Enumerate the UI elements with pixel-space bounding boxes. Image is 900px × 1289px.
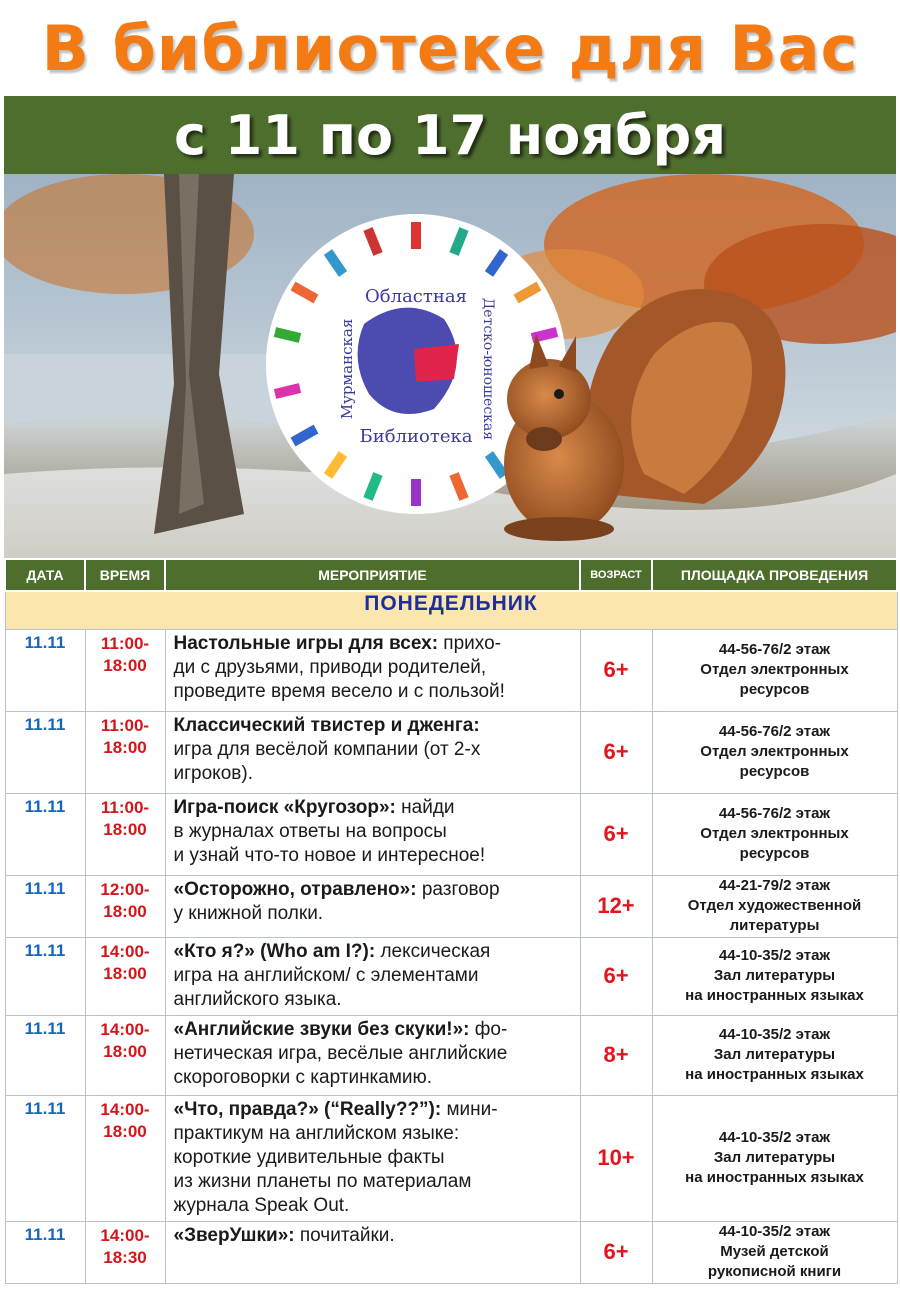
venue-line: Зал литературы bbox=[713, 967, 836, 984]
venue-line: 44-10-35/2 этаж bbox=[718, 1026, 831, 1043]
event-time-line: 18:00 bbox=[103, 655, 147, 675]
event-venue bbox=[652, 711, 897, 793]
age-rating: 6+ bbox=[580, 1221, 652, 1283]
event-description bbox=[165, 711, 580, 793]
venue-line: Отдел художественной bbox=[687, 897, 862, 914]
event-time-line: 18:00 bbox=[103, 1041, 147, 1061]
table-row bbox=[5, 1015, 897, 1095]
event-venue bbox=[652, 793, 897, 875]
event-venue bbox=[652, 1015, 897, 1095]
age-rating: 6+ bbox=[580, 711, 652, 793]
event-title: «ЗверУшки»: bbox=[173, 1224, 295, 1246]
event-date: 11.11 bbox=[5, 1015, 85, 1095]
event-text: практикум на английском языке: bbox=[173, 1122, 460, 1144]
age-rating: 6+ bbox=[580, 937, 652, 1015]
venue-line: на иностранных языках bbox=[685, 1169, 864, 1186]
table-row bbox=[5, 1221, 897, 1283]
event-text: фо- bbox=[469, 1018, 508, 1040]
event-time-line: 14:00- bbox=[100, 1225, 150, 1245]
event-text: английского языка. bbox=[173, 988, 342, 1010]
poster-title: В библиотеке для Вас bbox=[41, 11, 859, 85]
day-label: ПОНЕДЕЛЬНИК bbox=[5, 591, 897, 629]
event-venue bbox=[652, 875, 897, 937]
header-place: ПЛОЩАДКА ПРОВЕДЕНИЯ bbox=[652, 559, 897, 591]
event-description bbox=[165, 1015, 580, 1095]
table-row bbox=[5, 793, 897, 875]
event-time bbox=[85, 937, 165, 1015]
age-rating: 12+ bbox=[580, 875, 652, 937]
event-time-line: 18:00 bbox=[103, 901, 147, 921]
event-text: короткие удивительные факты bbox=[173, 1146, 445, 1168]
event-text: прихо- bbox=[438, 632, 501, 654]
venue-line: ресурсов bbox=[739, 763, 810, 780]
event-text: в журналах ответы на вопросы bbox=[173, 820, 447, 842]
event-text: игра для весёлой компании (от 2-х bbox=[173, 738, 481, 760]
event-time bbox=[85, 875, 165, 937]
event-title: Классический твистер и дженга: bbox=[173, 714, 480, 736]
age-rating: 6+ bbox=[580, 629, 652, 711]
venue-line: литературы bbox=[729, 917, 820, 934]
day-row bbox=[5, 591, 897, 629]
logo-right-text: Детско-юношеская bbox=[480, 297, 496, 441]
event-time-line: 11:00- bbox=[100, 797, 150, 817]
table-row bbox=[5, 629, 897, 711]
event-date: 11.11 bbox=[5, 1221, 85, 1283]
event-time-line: 18:30 bbox=[103, 1247, 147, 1267]
event-text: журнала Speak Out. bbox=[173, 1194, 350, 1216]
event-text: из жизни планеты по материалам bbox=[173, 1170, 472, 1192]
event-title: Игра-поиск «Кругозор»: bbox=[173, 796, 396, 818]
event-title: Настольные игры для всех: bbox=[173, 632, 439, 654]
venue-line: 44-56-76/2 этаж bbox=[718, 641, 831, 658]
event-description bbox=[165, 875, 580, 937]
venue-line: 44-56-76/2 этаж bbox=[718, 805, 831, 822]
dates-text: с 11 по 17 ноября bbox=[173, 103, 727, 167]
venue-line: 44-56-76/2 этаж bbox=[718, 723, 831, 740]
age-rating: 10+ bbox=[580, 1095, 652, 1221]
event-text: лексическая bbox=[375, 940, 491, 962]
event-description bbox=[165, 1221, 580, 1283]
event-text: почитайки. bbox=[294, 1224, 395, 1246]
event-venue bbox=[652, 1095, 897, 1221]
venue-line: Отдел электронных bbox=[700, 661, 849, 678]
event-time-line: 14:00- bbox=[100, 941, 150, 961]
header-age: ВОЗРАСТ bbox=[580, 559, 652, 591]
logo-top-text: Областная bbox=[365, 286, 467, 307]
header-date: ДАТА bbox=[5, 559, 85, 591]
event-date: 11.11 bbox=[5, 875, 85, 937]
event-time-line: 18:00 bbox=[103, 737, 147, 757]
venue-line: ресурсов bbox=[739, 845, 810, 862]
event-text: скороговорки с картинкамию. bbox=[173, 1066, 433, 1088]
logo-bottom-text: Библиотека bbox=[359, 426, 473, 447]
venue-line: Зал литературы bbox=[713, 1046, 836, 1063]
event-time-line: 14:00- bbox=[100, 1019, 150, 1039]
event-date: 11.11 bbox=[5, 711, 85, 793]
event-text: найди bbox=[395, 796, 455, 818]
event-venue bbox=[652, 1221, 897, 1283]
event-description bbox=[165, 629, 580, 711]
venue-line: 44-10-35/2 этаж bbox=[718, 947, 831, 964]
event-description bbox=[165, 1095, 580, 1221]
age-rating: 8+ bbox=[580, 1015, 652, 1095]
logo-left-text: Мурманская bbox=[338, 318, 356, 420]
event-time bbox=[85, 1221, 165, 1283]
dates-banner bbox=[4, 96, 896, 174]
event-time bbox=[85, 629, 165, 711]
event-time-line: 14:00- bbox=[100, 1099, 150, 1119]
venue-line: рукописной книги bbox=[707, 1263, 842, 1280]
table-row bbox=[5, 937, 897, 1015]
event-title: «Кто я?» (Who am I?): bbox=[173, 940, 376, 962]
event-date: 11.11 bbox=[5, 629, 85, 711]
event-description bbox=[165, 937, 580, 1015]
event-time bbox=[85, 711, 165, 793]
header-time: ВРЕМЯ bbox=[85, 559, 165, 591]
event-title: «Английские звуки без скуки!»: bbox=[173, 1018, 470, 1040]
event-date: 11.11 bbox=[5, 793, 85, 875]
event-date: 11.11 bbox=[5, 937, 85, 1015]
event-description bbox=[165, 793, 580, 875]
event-time bbox=[85, 793, 165, 875]
table-header-row bbox=[5, 559, 897, 591]
event-time-line: 11:00- bbox=[100, 715, 150, 735]
venue-line: Зал литературы bbox=[713, 1149, 836, 1166]
venue-line: 44-10-35/2 этаж bbox=[718, 1223, 831, 1240]
event-time-line: 18:00 bbox=[103, 1121, 147, 1141]
event-title: «Что, правда?» (“Really??”): bbox=[173, 1098, 442, 1120]
autumn-squirrel-image bbox=[4, 174, 896, 558]
autumn-illustration bbox=[4, 174, 896, 558]
venue-line: 44-21-79/2 этаж bbox=[718, 877, 831, 894]
event-text: и узнай что-то новое и интересное! bbox=[173, 844, 486, 866]
venue-line: Музей детской bbox=[720, 1243, 829, 1260]
event-text: игра на английском/ с элементами bbox=[173, 964, 479, 986]
venue-line: на иностранных языках bbox=[685, 987, 864, 1004]
event-time bbox=[85, 1015, 165, 1095]
header-event: МЕРОПРИЯТИЕ bbox=[165, 559, 580, 591]
age-rating: 6+ bbox=[580, 793, 652, 875]
event-text: разговор bbox=[416, 878, 500, 900]
venue-line: на иностранных языках bbox=[685, 1066, 864, 1083]
event-text: игроков). bbox=[173, 762, 253, 784]
event-text: ди с друзьями, приводи родителей, bbox=[173, 656, 487, 678]
event-text: у книжной полки. bbox=[173, 902, 324, 924]
table-row bbox=[5, 875, 897, 937]
event-time-line: 18:00 bbox=[103, 819, 147, 839]
venue-line: 44-10-35/2 этаж bbox=[718, 1129, 831, 1146]
event-time-line: 11:00- bbox=[100, 633, 150, 653]
event-venue bbox=[652, 629, 897, 711]
event-date: 11.11 bbox=[5, 1095, 85, 1221]
event-title: «Осторожно, отравлено»: bbox=[173, 878, 417, 900]
table-row bbox=[5, 711, 897, 793]
event-text: нетическая игра, весёлые английские bbox=[173, 1042, 508, 1064]
event-time bbox=[85, 1095, 165, 1221]
venue-line: ресурсов bbox=[739, 681, 810, 698]
table-row bbox=[5, 1095, 897, 1221]
event-time-line: 18:00 bbox=[103, 963, 147, 983]
venue-line: Отдел электронных bbox=[700, 743, 849, 760]
events-table bbox=[4, 558, 898, 1284]
event-text: мини- bbox=[441, 1098, 498, 1120]
event-text: проведите время весело и с пользой! bbox=[173, 680, 505, 702]
event-venue bbox=[652, 937, 897, 1015]
venue-line: Отдел электронных bbox=[700, 825, 849, 842]
event-time-line: 12:00- bbox=[100, 879, 150, 899]
